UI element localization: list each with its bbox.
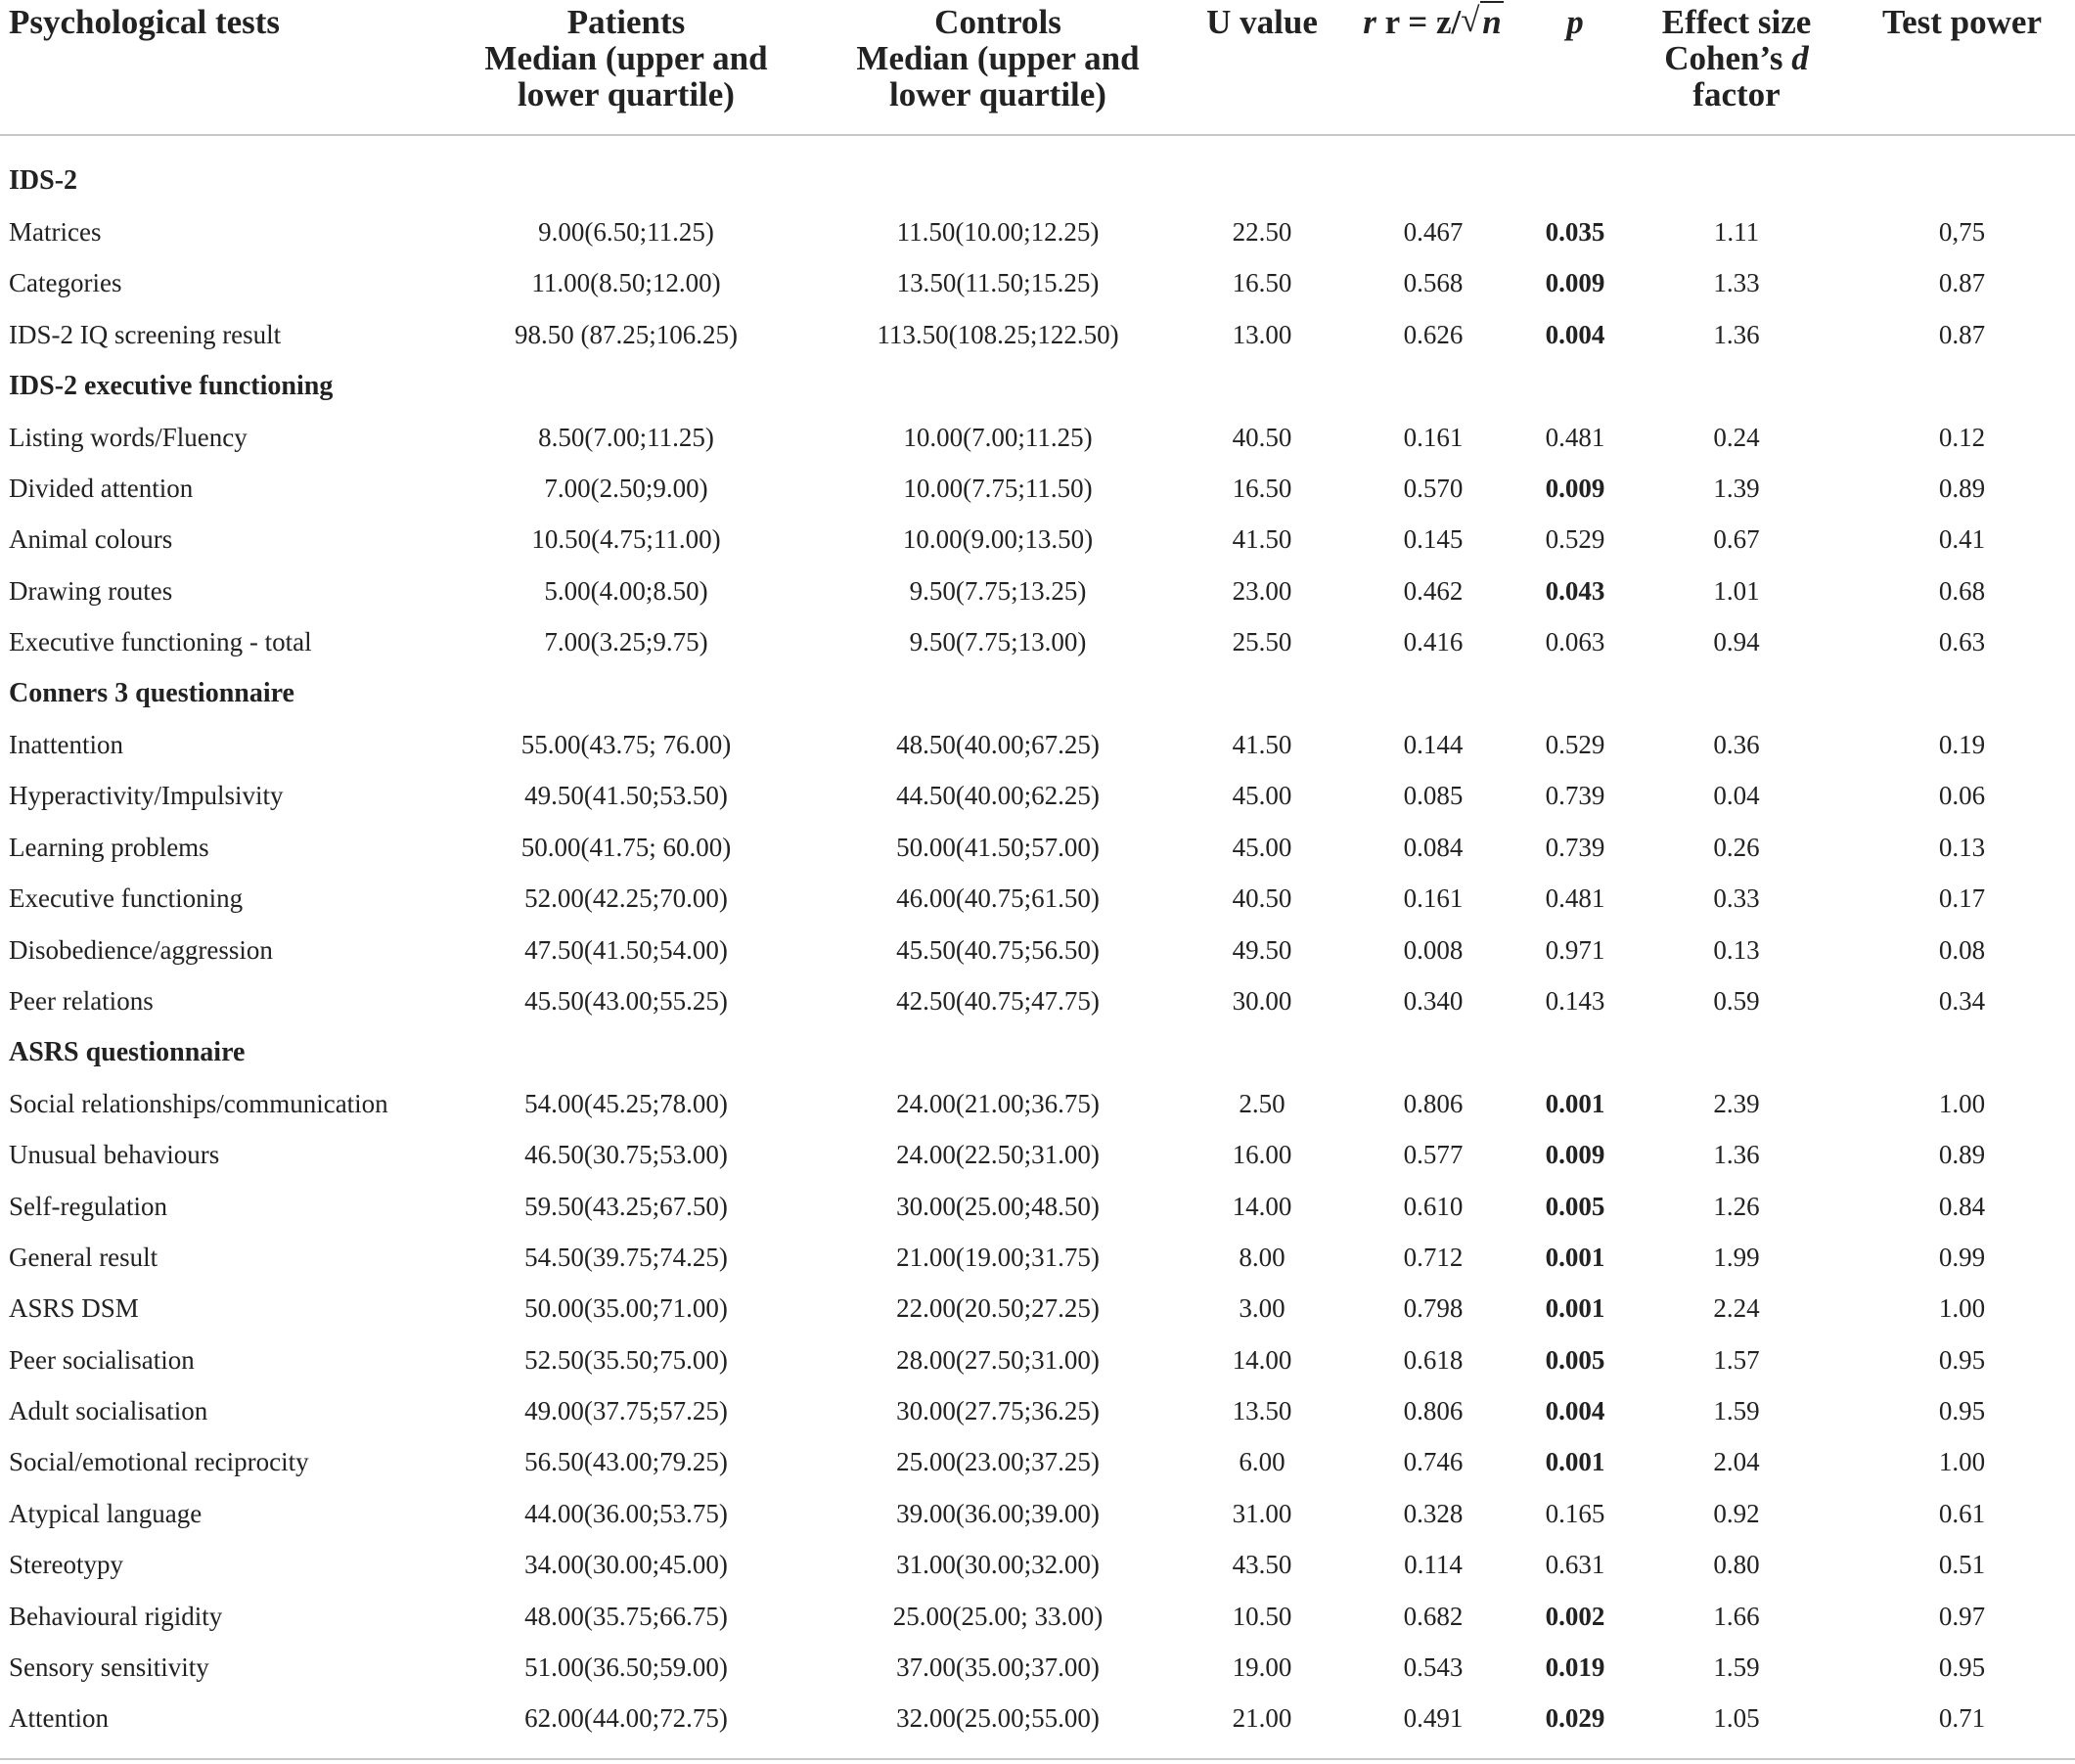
- patients-median: 56.50(43.00;79.25): [524, 1447, 728, 1477]
- patients-median: 62.00(44.00;72.75): [524, 1703, 728, 1734]
- u-value: 13.50: [1232, 1396, 1292, 1426]
- p-value: 0.019: [1545, 1652, 1605, 1683]
- test-name: Matrices: [9, 217, 102, 248]
- p-value: 0.004: [1545, 1396, 1605, 1426]
- table-body: [0, 156, 2075, 1744]
- test-name: Hyperactivity/Impulsivity: [9, 781, 284, 811]
- table-row: [0, 1232, 2075, 1283]
- test-name: Atypical language: [9, 1498, 203, 1528]
- table-row: [0, 515, 2075, 565]
- p-value: 0.009: [1545, 1140, 1605, 1170]
- cohens-d: 0.33: [1713, 883, 1760, 914]
- cohens-d: 0.24: [1713, 422, 1760, 452]
- cohens-d: 1.01: [1713, 575, 1760, 606]
- test-power: 0.84: [1938, 1191, 1986, 1221]
- cohens-d: 1.59: [1713, 1396, 1760, 1426]
- test-power: 0.71: [1938, 1703, 1986, 1734]
- test-power: 0.51: [1938, 1550, 1986, 1580]
- test-power: 1.00: [1938, 1447, 1986, 1477]
- controls-median: 24.00(22.50;31.00): [896, 1140, 1100, 1170]
- test-name: IDS-2 IQ screening result: [9, 319, 282, 349]
- section-title: IDS-2 executive functioning: [9, 370, 334, 401]
- table-row: [0, 1591, 2075, 1642]
- r-value: 0.577: [1403, 1140, 1464, 1170]
- r-value: 0.798: [1403, 1293, 1464, 1324]
- test-power: 0.06: [1938, 781, 1986, 811]
- patients-median: 49.00(37.75;57.25): [524, 1396, 728, 1426]
- table-row: [0, 1078, 2075, 1129]
- r-value: 0.682: [1403, 1601, 1464, 1631]
- u-value: 45.00: [1232, 781, 1292, 811]
- patients-median: 7.00(2.50;9.00): [544, 474, 708, 504]
- patients-median: 52.50(35.50;75.00): [524, 1344, 728, 1375]
- section-title: IDS-2: [9, 165, 78, 197]
- patients-median: 11.00(8.50;12.00): [531, 268, 721, 298]
- cohens-d: 0.04: [1713, 781, 1760, 811]
- test-name: Behavioural rigidity: [9, 1601, 223, 1631]
- test-power: 0.95: [1938, 1344, 1986, 1375]
- test-name: Attention: [9, 1703, 109, 1734]
- table-row: [0, 1488, 2075, 1539]
- table-row: [0, 873, 2075, 924]
- cohens-d: 2.39: [1713, 1088, 1760, 1118]
- patients-median: 34.00(30.00;45.00): [524, 1550, 728, 1580]
- p-value: 0.009: [1545, 474, 1605, 504]
- header-tests: Psychological tests: [0, 0, 440, 135]
- controls-median: 28.00(27.50;31.00): [896, 1344, 1100, 1375]
- test-name: ASRS DSM: [9, 1293, 139, 1324]
- u-value: 22.50: [1232, 217, 1292, 248]
- header-controls: Controls Median (upper and lower quartile): [812, 0, 1184, 135]
- r-value: 0.746: [1403, 1447, 1464, 1477]
- controls-median: 13.50(11.50;15.25): [896, 268, 1100, 298]
- patients-median: 7.00(3.25;9.75): [544, 627, 708, 657]
- patients-median: 8.50(7.00;11.25): [538, 422, 714, 452]
- test-power: 0.08: [1938, 934, 1986, 965]
- u-value: 49.50: [1232, 934, 1292, 965]
- controls-median: 10.00(7.00;11.25): [903, 422, 1093, 452]
- table-row: [0, 1437, 2075, 1488]
- controls-median: 24.00(21.00;36.75): [896, 1088, 1100, 1118]
- section-header-row: [0, 156, 2075, 206]
- table-row: [0, 719, 2075, 770]
- controls-median: 10.00(7.75;11.50): [903, 474, 1093, 504]
- controls-median: 32.00(25.00;55.00): [896, 1703, 1100, 1734]
- table-row: [0, 771, 2075, 822]
- controls-median: 48.50(40.00;67.25): [896, 729, 1100, 759]
- test-power: 0.34: [1938, 985, 1986, 1016]
- r-value: 0.161: [1403, 883, 1464, 914]
- cohens-d: 1.36: [1713, 319, 1760, 349]
- controls-median: 113.50(108.25;122.50): [877, 319, 1119, 349]
- u-value: 8.00: [1239, 1242, 1286, 1272]
- table-row: [0, 258, 2075, 309]
- test-name: Categories: [9, 268, 122, 298]
- cohens-d: 0.67: [1713, 524, 1760, 555]
- patients-median: 45.50(43.00;55.25): [524, 985, 728, 1016]
- patients-median: 44.00(36.00;53.75): [524, 1498, 728, 1528]
- p-value: 0.739: [1545, 832, 1605, 862]
- controls-median: 25.00(23.00;37.25): [896, 1447, 1100, 1477]
- p-value: 0.971: [1545, 934, 1605, 965]
- test-power: 0.99: [1938, 1242, 1986, 1272]
- patients-median: 49.50(41.50;53.50): [524, 781, 728, 811]
- table-row: [0, 617, 2075, 668]
- r-value: 0.328: [1403, 1498, 1464, 1528]
- cohens-d: 1.57: [1713, 1344, 1760, 1375]
- u-value: 2.50: [1239, 1088, 1286, 1118]
- p-value: 0.529: [1545, 729, 1605, 759]
- controls-median: 42.50(40.75;47.75): [896, 985, 1100, 1016]
- r-value: 0.085: [1403, 781, 1464, 811]
- cohens-d: 1.36: [1713, 1140, 1760, 1170]
- patients-median: 52.00(42.25;70.00): [524, 883, 728, 914]
- patients-median: 10.50(4.75;11.00): [531, 524, 721, 555]
- u-value: 16.50: [1232, 474, 1292, 504]
- p-value: 0.631: [1545, 1550, 1605, 1580]
- r-value: 0.114: [1404, 1550, 1463, 1580]
- cohens-d: 2.04: [1713, 1447, 1760, 1477]
- u-value: 40.50: [1232, 883, 1292, 914]
- r-value: 0.161: [1403, 422, 1464, 452]
- u-value: 16.50: [1232, 268, 1292, 298]
- test-name: Unusual behaviours: [9, 1140, 220, 1170]
- table-row: [0, 1334, 2075, 1385]
- u-value: 41.50: [1232, 729, 1292, 759]
- table-row: [0, 1642, 2075, 1693]
- table-row: [0, 412, 2075, 463]
- u-value: 43.50: [1232, 1550, 1292, 1580]
- test-power: 0.68: [1938, 575, 1986, 606]
- cohens-d: 1.33: [1713, 268, 1760, 298]
- r-value: 0.467: [1403, 217, 1464, 248]
- header-effect-size: Effect size Cohen’s d factor: [1624, 0, 1849, 135]
- test-name: Divided attention: [9, 474, 194, 504]
- u-value: 40.50: [1232, 422, 1292, 452]
- test-name: Social/emotional reciprocity: [9, 1447, 309, 1477]
- patients-median: 48.00(35.75;66.75): [524, 1601, 728, 1631]
- u-value: 3.00: [1239, 1293, 1286, 1324]
- cohens-d: 1.66: [1713, 1601, 1760, 1631]
- patients-median: 47.50(41.50;54.00): [524, 934, 728, 965]
- p-value: 0.001: [1545, 1447, 1605, 1477]
- controls-median: 9.50(7.75;13.00): [909, 627, 1087, 657]
- test-power: 0.87: [1938, 268, 1986, 298]
- patients-median: 54.00(45.25;78.00): [524, 1088, 728, 1118]
- u-value: 14.00: [1232, 1191, 1292, 1221]
- table-row: [0, 975, 2075, 1026]
- test-name: Inattention: [9, 729, 123, 759]
- controls-median: 30.00(25.00;48.50): [896, 1191, 1100, 1221]
- controls-median: 37.00(35.00;37.00): [896, 1652, 1100, 1683]
- u-value: 19.00: [1232, 1652, 1292, 1683]
- u-value: 6.00: [1239, 1447, 1286, 1477]
- table-row: [0, 463, 2075, 514]
- header-test-power: Test power: [1849, 0, 2075, 135]
- header-patients: Patients Median (upper and lower quartile): [440, 0, 812, 135]
- table-row: [0, 206, 2075, 257]
- header-r: r r = z/√ n: [1340, 0, 1526, 135]
- r-value: 0.491: [1403, 1703, 1464, 1734]
- table-row: [0, 925, 2075, 975]
- u-value: 45.00: [1232, 832, 1292, 862]
- u-value: 13.00: [1232, 319, 1292, 349]
- cohens-d: 1.59: [1713, 1652, 1760, 1683]
- controls-median: 21.00(19.00;31.75): [896, 1242, 1100, 1272]
- controls-median: 25.00(25.00; 33.00): [892, 1601, 1104, 1631]
- u-value: 23.00: [1232, 575, 1292, 606]
- u-value: 31.00: [1232, 1498, 1292, 1528]
- table-header: [0, 0, 2075, 156]
- test-name: Stereotypy: [9, 1550, 123, 1580]
- test-name: Executive functioning - total: [9, 627, 312, 657]
- table-row: [0, 1385, 2075, 1436]
- patients-median: 46.50(30.75;53.00): [524, 1140, 728, 1170]
- p-value: 0.005: [1545, 1191, 1605, 1221]
- test-power: 0.63: [1938, 627, 1986, 657]
- test-power: 1.00: [1938, 1088, 1986, 1118]
- patients-median: 51.00(36.50;59.00): [524, 1652, 728, 1683]
- u-value: 30.00: [1232, 985, 1292, 1016]
- test-power: 0.97: [1938, 1601, 1986, 1631]
- r-value: 0.626: [1403, 319, 1464, 349]
- test-power: 1.00: [1938, 1293, 1986, 1324]
- r-value: 0.570: [1403, 474, 1464, 504]
- table-row: [0, 1129, 2075, 1180]
- controls-median: 11.50(10.00;12.25): [896, 217, 1100, 248]
- test-name: Social relationships/communication: [9, 1088, 388, 1118]
- cohens-d: 1.99: [1713, 1242, 1760, 1272]
- test-power: 0.95: [1938, 1396, 1986, 1426]
- test-power: 0.12: [1938, 422, 1986, 452]
- r-value: 0.416: [1403, 627, 1464, 657]
- section-header-row: [0, 1027, 2075, 1078]
- test-name: Learning problems: [9, 832, 209, 862]
- p-value: 0.005: [1545, 1344, 1605, 1375]
- table-row: [0, 822, 2075, 873]
- u-value: 41.50: [1232, 524, 1292, 555]
- p-value: 0.043: [1545, 575, 1605, 606]
- patients-median: 59.50(43.25;67.50): [524, 1191, 728, 1221]
- r-value: 0.084: [1403, 832, 1464, 862]
- r-value: 0.610: [1403, 1191, 1464, 1221]
- test-power: 0,75: [1938, 217, 1986, 248]
- p-value: 0.001: [1545, 1242, 1605, 1272]
- r-value: 0.618: [1403, 1344, 1464, 1375]
- p-value: 0.165: [1545, 1498, 1605, 1528]
- u-value: 16.00: [1232, 1140, 1292, 1170]
- section-header-row: [0, 361, 2075, 412]
- cohens-d: 0.94: [1713, 627, 1760, 657]
- test-power: 0.17: [1938, 883, 1986, 914]
- section-title: Conners 3 questionnaire: [9, 678, 294, 709]
- controls-median: 31.00(30.00;32.00): [896, 1550, 1100, 1580]
- cohens-d: 0.36: [1713, 729, 1760, 759]
- test-name: Animal colours: [9, 524, 173, 555]
- header-u-value: U value: [1184, 0, 1340, 135]
- controls-median: 39.00(36.00;39.00): [896, 1498, 1100, 1528]
- p-value: 0.001: [1545, 1293, 1605, 1324]
- table-row: [0, 565, 2075, 616]
- r-value: 0.462: [1403, 575, 1464, 606]
- table-row: [0, 1284, 2075, 1334]
- test-power: 0.13: [1938, 832, 1986, 862]
- r-value: 0.144: [1403, 729, 1464, 759]
- bottom-rule: [0, 1758, 2075, 1760]
- header-p: p: [1526, 0, 1624, 135]
- patients-median: 50.00(41.75; 60.00): [520, 832, 732, 862]
- patients-median: 9.00(6.50;11.25): [538, 217, 714, 248]
- test-name: Self-regulation: [9, 1191, 167, 1221]
- test-name: General result: [9, 1242, 158, 1272]
- p-value: 0.001: [1545, 1088, 1605, 1118]
- u-value: 21.00: [1232, 1703, 1292, 1734]
- test-name: Executive functioning: [9, 883, 244, 914]
- test-power: 0.61: [1938, 1498, 1986, 1528]
- test-power: 0.87: [1938, 319, 1986, 349]
- patients-median: 54.50(39.75;74.25): [524, 1242, 728, 1272]
- test-name: Peer relations: [9, 985, 154, 1016]
- p-value: 0.739: [1545, 781, 1605, 811]
- r-value: 0.340: [1403, 985, 1464, 1016]
- test-name: Peer socialisation: [9, 1344, 195, 1375]
- p-value: 0.009: [1545, 268, 1605, 298]
- p-value: 0.063: [1545, 627, 1605, 657]
- controls-median: 10.00(9.00;13.50): [902, 524, 1094, 555]
- u-value: 25.50: [1232, 627, 1292, 657]
- cohens-d: 1.39: [1713, 474, 1760, 504]
- cohens-d: 2.24: [1713, 1293, 1760, 1324]
- p-value: 0.035: [1545, 217, 1605, 248]
- patients-median: 50.00(35.00;71.00): [524, 1293, 728, 1324]
- table-row: [0, 309, 2075, 360]
- p-value: 0.481: [1545, 422, 1605, 452]
- cohens-d: 0.13: [1713, 934, 1760, 965]
- table-row: [0, 1181, 2075, 1232]
- controls-median: 50.00(41.50;57.00): [896, 832, 1100, 862]
- p-value: 0.029: [1545, 1703, 1605, 1734]
- r-value: 0.806: [1403, 1088, 1464, 1118]
- patients-median: 5.00(4.00;8.50): [544, 575, 708, 606]
- controls-median: 44.50(40.00;62.25): [896, 781, 1100, 811]
- u-value: 14.00: [1232, 1344, 1292, 1375]
- sqrt-sign: √ n: [1461, 4, 1503, 40]
- cohens-d: 0.26: [1713, 832, 1760, 862]
- test-name: Disobedience/aggression: [9, 934, 273, 965]
- controls-median: 46.00(40.75;61.50): [896, 883, 1100, 914]
- test-power: 0.41: [1938, 524, 1986, 555]
- u-value: 10.50: [1232, 1601, 1292, 1631]
- section-title: ASRS questionnaire: [9, 1036, 246, 1067]
- cohens-d: 1.26: [1713, 1191, 1760, 1221]
- test-name: Adult socialisation: [9, 1396, 208, 1426]
- r-value: 0.568: [1403, 268, 1464, 298]
- cohens-d: 1.05: [1713, 1703, 1760, 1734]
- r-value: 0.145: [1403, 524, 1464, 555]
- p-value: 0.004: [1545, 319, 1605, 349]
- patients-median: 98.50 (87.25;106.25): [515, 319, 738, 349]
- test-power: 0.89: [1938, 1140, 1986, 1170]
- p-value: 0.481: [1545, 883, 1605, 914]
- r-value: 0.543: [1403, 1652, 1464, 1683]
- p-value: 0.529: [1545, 524, 1605, 555]
- test-power: 0.89: [1938, 474, 1986, 504]
- cohens-d: 0.80: [1713, 1550, 1760, 1580]
- controls-median: 30.00(27.75;36.25): [896, 1396, 1100, 1426]
- test-power: 0.19: [1938, 729, 1986, 759]
- cohens-d: 0.59: [1713, 985, 1760, 1016]
- table-row: [0, 1694, 2075, 1744]
- section-header-row: [0, 668, 2075, 719]
- r-value: 0.806: [1403, 1396, 1464, 1426]
- controls-median: 22.00(20.50;27.25): [896, 1293, 1100, 1324]
- cohens-d: 1.11: [1713, 217, 1760, 248]
- p-value: 0.002: [1545, 1601, 1605, 1631]
- test-name: Listing words/Fluency: [9, 422, 248, 452]
- p-value: 0.143: [1545, 985, 1605, 1016]
- controls-median: 9.50(7.75;13.25): [909, 575, 1087, 606]
- patients-median: 55.00(43.75; 76.00): [520, 729, 732, 759]
- controls-median: 45.50(40.75;56.50): [896, 934, 1100, 965]
- r-value: 0.008: [1403, 934, 1464, 965]
- r-value: 0.712: [1403, 1242, 1464, 1272]
- test-name: Drawing routes: [9, 575, 173, 606]
- cohens-d: 0.92: [1713, 1498, 1760, 1528]
- test-name: Sensory sensitivity: [9, 1652, 209, 1683]
- table-row: [0, 1540, 2075, 1591]
- test-power: 0.95: [1938, 1652, 1986, 1683]
